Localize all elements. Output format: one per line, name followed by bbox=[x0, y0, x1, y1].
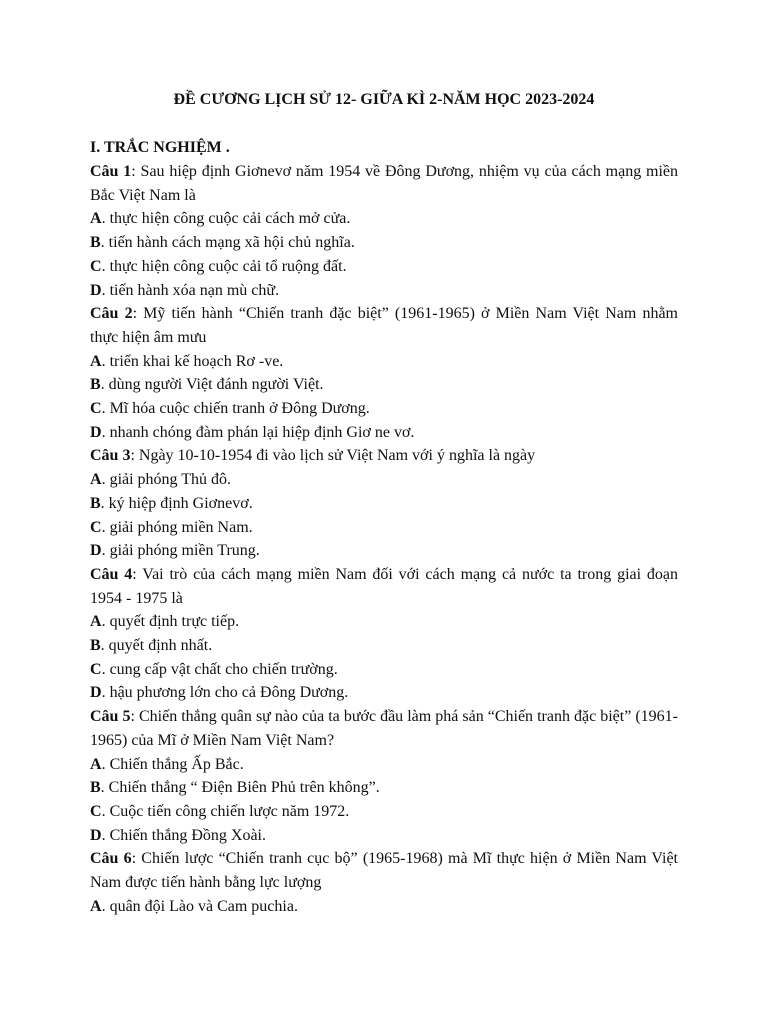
question-text: : Vai trò của cách mạng miền Nam đối với cách mạng cả nước ta trong giai đoạn 1954 - 1975 là bbox=[90, 565, 678, 607]
question-6 bbox=[90, 847, 678, 894]
question-label: Câu 2 bbox=[90, 305, 133, 323]
answer-option bbox=[90, 255, 678, 279]
question-list bbox=[90, 160, 678, 919]
option-text: . giải phóng Thủ đô. bbox=[101, 471, 232, 489]
answer-option bbox=[90, 753, 678, 777]
option-letter: B bbox=[90, 234, 101, 252]
section-title: I. TRẮC NGHIỆM . bbox=[90, 139, 230, 156]
option-text: . cung cấp vật chất cho chiến trường. bbox=[101, 660, 338, 678]
answer-option bbox=[90, 468, 678, 492]
answer-option bbox=[90, 634, 678, 658]
question-label: Câu 6 bbox=[90, 850, 132, 868]
answer-option bbox=[90, 397, 678, 421]
option-letter: A bbox=[90, 897, 102, 915]
option-text: . Chiến thắng Đồng Xoài. bbox=[101, 826, 266, 844]
option-text: . Chiến thắng Ấp Bắc. bbox=[101, 755, 244, 773]
option-letter: A bbox=[90, 755, 102, 773]
question-4 bbox=[90, 563, 678, 610]
option-text: . nhanh chóng đàm phán lại hiệp định Giơ ne vơ. bbox=[101, 423, 415, 441]
option-letter: A bbox=[90, 471, 102, 489]
document-title: ĐỀ CƯƠNG LỊCH SỬ 12- GIỮA KÌ 2-NĂM HỌC 2023-2024 bbox=[173, 91, 595, 108]
answer-option bbox=[90, 681, 678, 705]
option-text: . hậu phương lớn cho cả Đông Dương. bbox=[101, 684, 349, 702]
question-5 bbox=[90, 705, 678, 752]
option-letter: C bbox=[90, 257, 102, 275]
answer-option bbox=[90, 373, 678, 397]
question-label: Câu 1 bbox=[90, 163, 132, 180]
option-text: . thực hiện công cuộc cải cách mở cửa. bbox=[101, 210, 351, 228]
answer-option bbox=[90, 421, 678, 445]
answer-option bbox=[90, 539, 678, 563]
option-text: . thực hiện công cuộc cải tổ ruộng đất. bbox=[101, 257, 347, 275]
option-text: . tiến hành xóa nạn mù chữ. bbox=[101, 281, 280, 299]
answer-option bbox=[90, 231, 678, 255]
answer-option bbox=[90, 207, 678, 231]
option-letter: A bbox=[90, 613, 102, 631]
option-letter: C bbox=[90, 802, 102, 820]
option-text: . quân đội Lào và Cam puchia. bbox=[101, 897, 298, 915]
question-text: : Mỹ tiến hành “Chiến tranh đặc biệt” (1961-1965) ở Miền Nam Việt Nam nhằm thực hiện âm mưu bbox=[90, 305, 678, 346]
option-text: . tiến hành cách mạng xã hội chủ nghĩa. bbox=[100, 234, 355, 252]
option-letter: D bbox=[90, 281, 102, 299]
option-text: . giải phóng miền Nam. bbox=[101, 518, 253, 536]
answer-option bbox=[90, 516, 678, 540]
answer-option bbox=[90, 658, 678, 682]
answer-option bbox=[90, 279, 678, 303]
answer-option bbox=[90, 610, 678, 634]
option-letter: C bbox=[90, 400, 102, 418]
option-text: . Mĩ hóa cuộc chiến tranh ở Đông Dương. bbox=[101, 400, 370, 418]
option-text: . giải phóng miền Trung. bbox=[101, 542, 260, 560]
option-letter: D bbox=[90, 826, 102, 844]
option-letter: D bbox=[90, 423, 102, 441]
answer-option bbox=[90, 895, 678, 919]
option-letter: D bbox=[90, 684, 102, 702]
question-label: Câu 3 bbox=[90, 447, 131, 465]
option-text: . ký hiệp định Giơnevơ. bbox=[100, 494, 253, 512]
option-letter: D bbox=[90, 542, 102, 560]
option-text: . Chiến thắng “ Điện Biên Phủ trên không”. bbox=[100, 779, 380, 797]
answer-option bbox=[90, 800, 678, 824]
option-letter: A bbox=[90, 352, 102, 370]
option-text: . dùng người Việt đánh người Việt. bbox=[100, 376, 324, 394]
option-letter: B bbox=[90, 376, 101, 394]
option-letter: B bbox=[90, 779, 101, 797]
question-2 bbox=[90, 302, 678, 349]
option-letter: C bbox=[90, 518, 102, 536]
question-text: : Chiến lược “Chiến tranh cục bộ” (1965-1968) mà Mĩ thực hiện ở Miền Nam Việt Nam được tiến hành bằng lực lượng bbox=[90, 850, 679, 892]
option-text: . triển khai kế hoạch Rơ -ve. bbox=[101, 352, 284, 370]
option-text: . quyết định nhất. bbox=[100, 637, 213, 655]
option-text: . Cuộc tiến công chiến lược năm 1972. bbox=[101, 802, 350, 820]
option-letter: C bbox=[90, 660, 102, 678]
question-label: Câu 4 bbox=[90, 565, 133, 583]
question-3 bbox=[90, 444, 678, 468]
option-letter: B bbox=[90, 637, 101, 655]
question-text: : Sau hiệp định Giơnevơ năm 1954 về Đông Dương, nhiệm vụ của cách mạng miền Bắc Việt Nam là bbox=[90, 163, 679, 204]
option-text: . quyết định trực tiếp. bbox=[101, 613, 240, 631]
option-letter: A bbox=[90, 210, 102, 228]
answer-option bbox=[90, 350, 678, 374]
answer-option bbox=[90, 492, 678, 516]
question-label: Câu 5 bbox=[90, 708, 131, 726]
answer-option bbox=[90, 776, 678, 800]
question-text: : Ngày 10-10-1954 đi vào lịch sử Việt Nam với ý nghĩa là ngày bbox=[130, 447, 536, 465]
question-1 bbox=[90, 160, 678, 207]
option-letter: B bbox=[90, 494, 101, 512]
document-page bbox=[90, 88, 678, 919]
answer-option bbox=[90, 824, 678, 848]
question-text: : Chiến thắng quân sự nào của ta bước đầu làm phá sản “Chiến tranh đặc biệt” (1961-1965) của Mĩ ở Miền Nam Việt Nam? bbox=[90, 708, 679, 749]
